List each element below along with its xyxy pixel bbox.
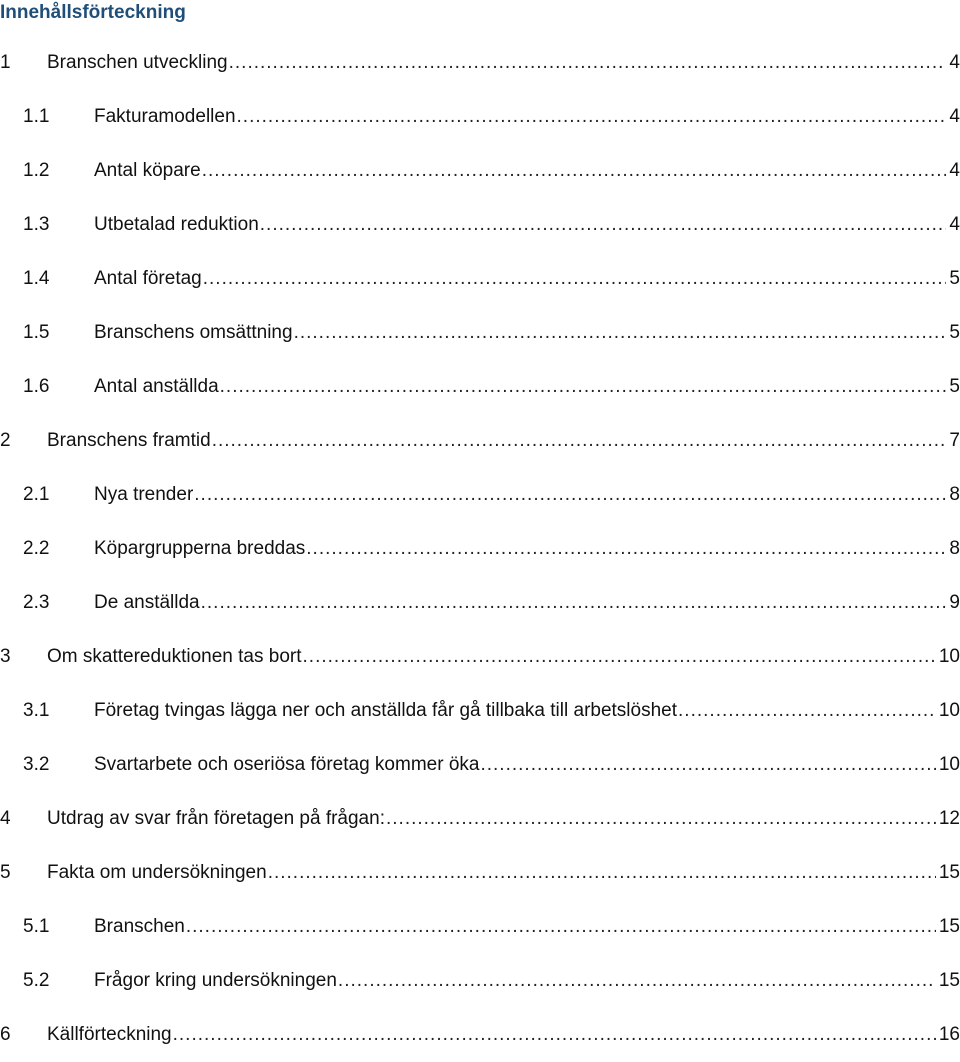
toc-entry-number: 3.1 bbox=[23, 700, 50, 721]
toc-entry-number: 4 bbox=[0, 808, 11, 829]
toc-entry-number: 2 bbox=[0, 430, 11, 451]
toc-entry-page: 16 bbox=[938, 1024, 960, 1045]
toc-entry-page: 4 bbox=[949, 52, 960, 73]
toc-entry-title: Frågor kring undersökningen bbox=[94, 970, 337, 991]
dot-leader bbox=[212, 414, 947, 468]
toc-entry-page: 4 bbox=[949, 106, 960, 127]
toc-entry-1-1[interactable] bbox=[0, 90, 960, 144]
toc-entry-page: 8 bbox=[949, 484, 960, 505]
toc-entry-title: Branschens omsättning bbox=[94, 322, 293, 343]
toc-entry-page: 15 bbox=[938, 916, 960, 937]
toc-entry-number: 2.2 bbox=[23, 538, 50, 559]
toc-entry-title: Fakturamodellen bbox=[94, 106, 236, 127]
toc-entry-page: 4 bbox=[949, 160, 960, 181]
toc-entry-number: 2.1 bbox=[23, 484, 50, 505]
toc-entry-2-1[interactable] bbox=[0, 468, 960, 522]
toc-entry-page: 5 bbox=[949, 322, 960, 343]
toc-entry-number: 3.2 bbox=[23, 754, 50, 775]
toc-entry-1-5[interactable] bbox=[0, 306, 960, 360]
toc-entry-title: Svartarbete och oseriösa företag kommer öka bbox=[94, 754, 480, 775]
toc-entry-number: 1.3 bbox=[23, 214, 50, 235]
toc-entry-2-2[interactable] bbox=[0, 522, 960, 576]
toc-entry-page: 5 bbox=[949, 376, 960, 397]
toc-entry-page: 8 bbox=[949, 538, 960, 559]
dot-leader bbox=[294, 306, 947, 360]
dot-leader bbox=[480, 738, 935, 792]
toc-entry-title: Köpargrupperna breddas bbox=[94, 538, 306, 559]
toc-entry-page: 10 bbox=[938, 754, 960, 775]
toc-entry-number: 3 bbox=[0, 646, 11, 667]
toc-entry-number: 1.6 bbox=[23, 376, 50, 397]
toc-entry-title: Antal företag bbox=[94, 268, 202, 289]
toc-entry-number: 1.4 bbox=[23, 268, 50, 289]
toc-entry-1-4[interactable] bbox=[0, 252, 960, 306]
toc-entry-title: Om skattereduktionen tas bort bbox=[47, 646, 302, 667]
toc-entry-title: Utdrag av svar från företagen på frågan: bbox=[47, 808, 385, 829]
toc-entry-3-1[interactable] bbox=[0, 684, 960, 738]
dot-leader bbox=[194, 468, 946, 522]
toc-entry-title: Branschen bbox=[94, 916, 185, 937]
toc-entry-title: Källförteckning bbox=[47, 1024, 172, 1045]
toc-entry-number: 6 bbox=[0, 1024, 11, 1045]
toc-entry-title: Branschen utveckling bbox=[47, 52, 228, 73]
dot-leader bbox=[386, 792, 936, 846]
toc-entry-page: 9 bbox=[949, 592, 960, 613]
toc-entry-page: 10 bbox=[938, 646, 960, 667]
toc-entry-4[interactable] bbox=[0, 792, 960, 846]
dot-leader bbox=[186, 900, 936, 954]
toc-entry-2[interactable] bbox=[0, 414, 960, 468]
toc-entry-1-2[interactable] bbox=[0, 144, 960, 198]
toc-entry-page: 15 bbox=[938, 970, 960, 991]
dot-leader bbox=[306, 522, 946, 576]
dot-leader bbox=[203, 252, 947, 306]
toc-entry-1-6[interactable] bbox=[0, 360, 960, 414]
toc-entry-3-2[interactable] bbox=[0, 738, 960, 792]
toc-entry-number: 1.2 bbox=[23, 160, 50, 181]
dot-leader bbox=[338, 954, 936, 1008]
dot-leader bbox=[201, 576, 947, 630]
toc-entry-3[interactable] bbox=[0, 630, 960, 684]
dot-leader bbox=[268, 846, 936, 900]
toc-entry-1[interactable] bbox=[0, 36, 960, 90]
page-title: Innehållsförteckning bbox=[0, 2, 186, 23]
dot-leader bbox=[678, 684, 936, 738]
toc-entry-number: 5.2 bbox=[23, 970, 50, 991]
toc-entry-6[interactable] bbox=[0, 1008, 960, 1062]
toc-entry-number: 1 bbox=[0, 52, 11, 73]
dot-leader bbox=[173, 1008, 936, 1062]
dot-leader bbox=[260, 198, 947, 252]
toc-entry-title: Företag tvingas lägga ner och anställda får gå tillbaka till arbetslöshet bbox=[94, 700, 678, 721]
toc-entry-number: 1.5 bbox=[23, 322, 50, 343]
toc-entry-title: Fakta om undersökningen bbox=[47, 862, 267, 883]
toc-entry-5-2[interactable] bbox=[0, 954, 960, 1008]
toc-entry-title: Utbetalad reduktion bbox=[94, 214, 259, 235]
dot-leader bbox=[220, 360, 947, 414]
toc-entry-2-3[interactable] bbox=[0, 576, 960, 630]
toc-entry-1-3[interactable] bbox=[0, 198, 960, 252]
toc-entry-page: 4 bbox=[949, 214, 960, 235]
dot-leader bbox=[229, 36, 947, 90]
toc-entry-page: 15 bbox=[938, 862, 960, 883]
toc-entry-page: 10 bbox=[938, 700, 960, 721]
toc-entry-title: Antal köpare bbox=[94, 160, 201, 181]
toc-entry-title: Antal anställda bbox=[94, 376, 219, 397]
toc-entry-page: 12 bbox=[938, 808, 960, 829]
toc-entry-5[interactable] bbox=[0, 846, 960, 900]
toc-entry-title: Nya trender bbox=[94, 484, 194, 505]
toc-entry-5-1[interactable] bbox=[0, 900, 960, 954]
toc-entry-number: 1.1 bbox=[23, 106, 50, 127]
toc-entry-title: Branschens framtid bbox=[47, 430, 211, 451]
toc-entry-title: De anställda bbox=[94, 592, 200, 613]
toc-entry-number: 2.3 bbox=[23, 592, 50, 613]
dot-leader bbox=[237, 90, 947, 144]
toc-entry-page: 7 bbox=[949, 430, 960, 451]
toc-entry-number: 5 bbox=[0, 862, 11, 883]
toc-entry-number: 5.1 bbox=[23, 916, 50, 937]
toc-entry-page: 5 bbox=[949, 268, 960, 289]
table-of-contents bbox=[0, 36, 960, 1062]
dot-leader bbox=[303, 630, 936, 684]
dot-leader bbox=[202, 144, 947, 198]
